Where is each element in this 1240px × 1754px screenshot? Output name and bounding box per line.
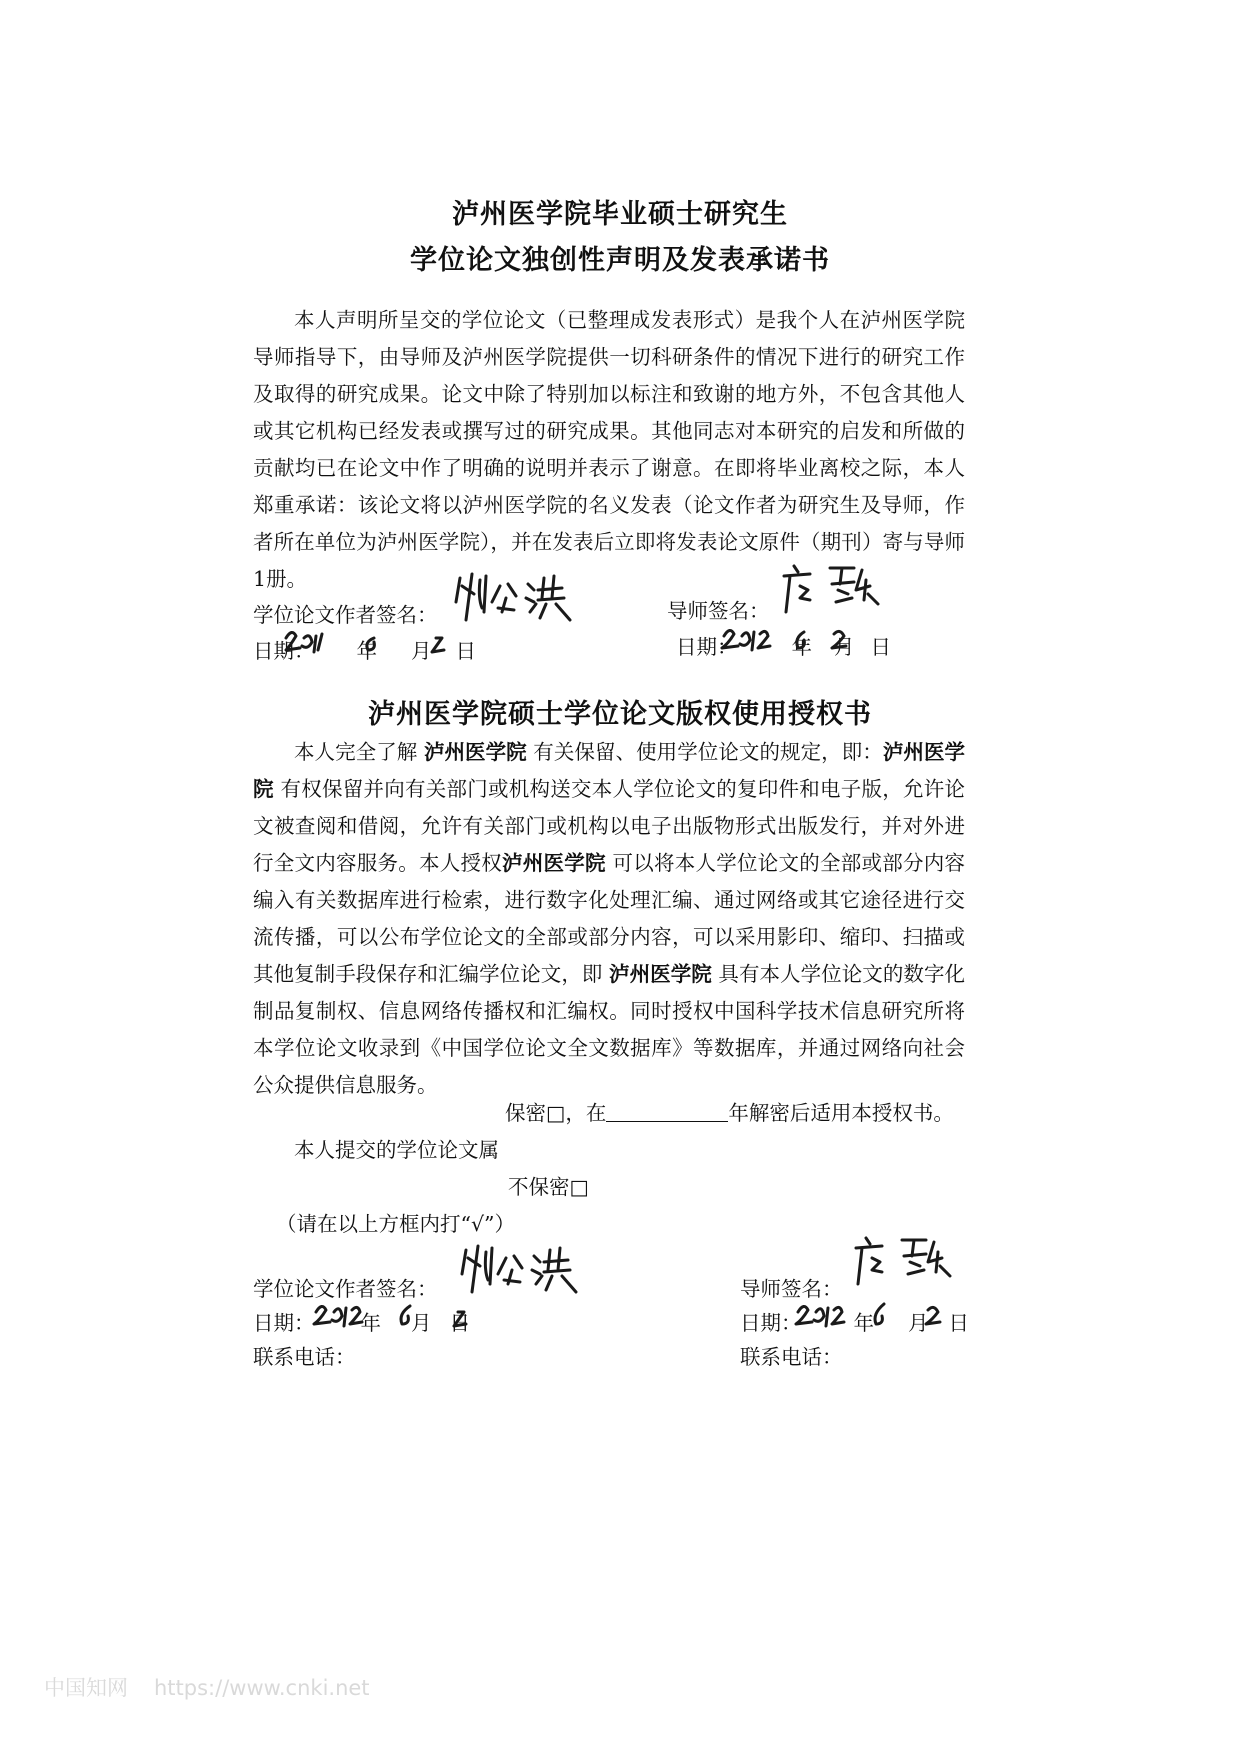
supervisor-signature-1 — [780, 560, 900, 624]
authorization-supervisor-sign-label: 导师签名： — [740, 1277, 843, 1301]
year-unit: 年 — [791, 635, 812, 659]
date-label: 日期： — [253, 639, 315, 663]
date-label: 日期： — [740, 1311, 802, 1335]
author-handwritten-date-1 — [282, 620, 482, 664]
year-unit: 年 — [360, 1311, 381, 1335]
auth-body-seg1: 本人完全了解 — [294, 740, 424, 764]
secret-prefix: 保密□，在 — [505, 1101, 607, 1125]
day-unit: 日 — [870, 635, 891, 659]
authorization-title: 泸州医学院硕士学位论文版权使用授权书 — [368, 699, 872, 730]
day-unit: 日 — [948, 1311, 969, 1335]
month-unit: 月 — [834, 635, 855, 659]
declaration-author-sign-label: 学位论文作者签名： — [253, 603, 438, 627]
declaration-supervisor-sign-label: 导师签名： — [667, 599, 770, 623]
date-label: 日期： — [676, 635, 738, 659]
check-note: （请在以上方框内打“√”） — [276, 1212, 516, 1236]
declaration-body: 本人声明所呈交的学位论文（已整理成发表形式）是我个人在泸州医学院导师指导下，由导师及泸州医学院提供一切科研条件的情况下进行的研究工作及取得的研究成果。论文中除了特别加以标注和致谢的地方外，不包含其他人或其它机构已经发表或撰写过的研究成果。其他同志对本研究的启发和所做的贡献均已在论文中作了明确的说明并表示了谢意。在即将毕业离校之际，本人郑重承诺：该论文将以泸州医学院的名义发表（论文作者为研究生及导师，作者所在单位为泸州医学院），并在发表后立即将发表论文原件（期刊）寄与导师1册。 — [253, 308, 965, 591]
cnki-brand: 中国知网 — [44, 1676, 128, 1700]
auth-body-seg3: 有权保留并向有关部门或机构送交本人学位论文的复印件和电子版，允许论文被查阅和借阅，允许有关部门或机构以电子出版物形式出版发行，并对外进行全文内容服务。本人授权 — [253, 777, 965, 875]
supervisor-handwritten-date-2 — [794, 1294, 964, 1338]
auth-body-seg2: 有关保留、使用学位论文的规定，即： — [526, 740, 883, 764]
supervisor-signature-2 — [852, 1232, 972, 1296]
school-name: 泸州医学院 — [253, 740, 966, 801]
auth-body-seg4: 可以将本人学位论文的全部或部分内容编入有关数据库进行检索，进行数字化处理汇编、通过网络或其它途径进行交流传播，可以公布学位论文的全部或部分内容，可以采用影印、缩印、扫描或其他复制手段保存和汇编学位论文，即 — [253, 851, 966, 986]
year-unit: 年 — [853, 1311, 874, 1335]
cnki-watermark — [44, 1672, 370, 1702]
auth-body-seg5: 具有本人学位论文的数字化制品复制权、信息网络传播权和汇编权。同时授权中国科学技术信息研究所将本学位论文收录到《中国学位论文全文数据库》等数据库，并通过网络向社会公众提供信息服务。 — [253, 962, 966, 1097]
author-phone-label: 联系电话： — [253, 1345, 356, 1369]
day-unit: 日 — [455, 639, 476, 663]
not-secret-option: 不保密□ — [508, 1175, 589, 1199]
secret-years-blank — [606, 1101, 728, 1122]
belongs-label: 本人提交的学位论文属 — [294, 1138, 499, 1162]
declaration-title-line2: 学位论文独创性声明及发表承诺书 — [410, 245, 830, 276]
author-handwritten-date-2 — [312, 1294, 512, 1338]
month-unit: 月 — [908, 1311, 929, 1335]
authorization-author-sign-label: 学位论文作者签名： — [253, 1277, 438, 1301]
month-unit: 月 — [411, 639, 432, 663]
authorization-body — [253, 734, 965, 1104]
supervisor-phone-label: 联系电话： — [740, 1345, 843, 1369]
declaration-title-line1: 泸州医学院毕业硕士研究生 — [452, 199, 788, 230]
school-name: 泸州医学院 — [502, 851, 606, 875]
school-name: 泸州医学院 — [609, 962, 712, 986]
year-unit: 年 — [356, 639, 377, 663]
secret-suffix: 年解密后适用本授权书。 — [728, 1101, 954, 1125]
cnki-url: https://www.cnki.net — [154, 1676, 370, 1700]
date-label: 日期： — [253, 1311, 315, 1335]
month-unit: 月 — [411, 1311, 432, 1335]
supervisor-handwritten-date-1 — [720, 618, 880, 662]
secret-option — [505, 1096, 954, 1126]
school-name: 泸州医学院 — [423, 740, 527, 764]
day-unit: 日 — [449, 1311, 470, 1335]
